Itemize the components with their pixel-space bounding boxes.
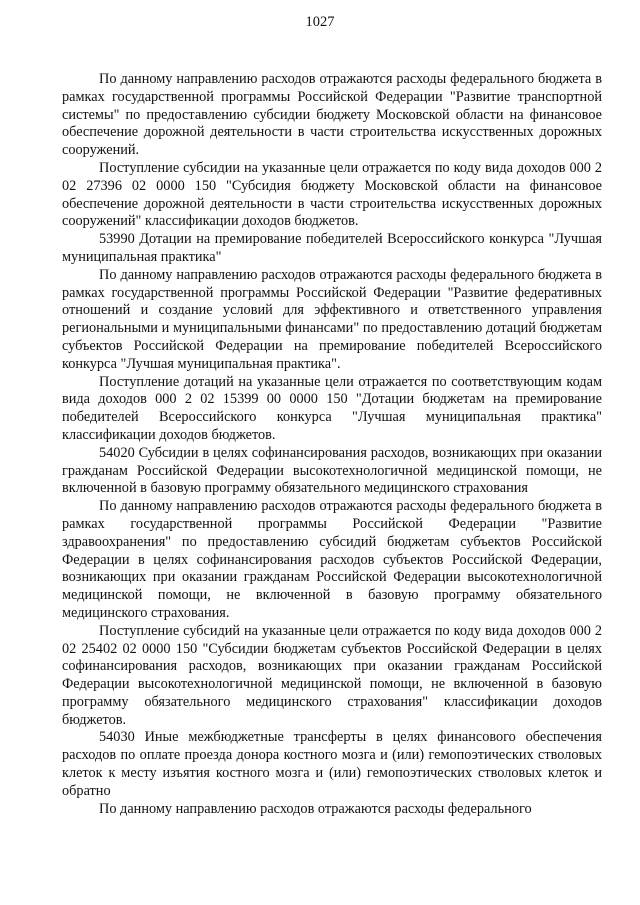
paragraph-code-54030-heading: 54030 Иные межбюджетные трансферты в целях финансового обеспечения расходов по оплате проезда донора костного мозга и (или) гемопоэтических стволовых клеток к месту изъятия костного мозга и (или) гемопоэтических стволовых клеток и обратно [62,729,602,799]
paragraph-53990-income: Поступление дотаций на указанные цели отражается по соответствующим кодам вида доходов 000 2 02 15399 00 0000 150 "Дотации бюджетам на премирование победителей Всероссийского конкурса "Лучшая муниципальная практика" классификации доходов бюджетов. [62,373,602,443]
page-number: 1027 [305,14,335,30]
paragraph-code-53990-heading: 53990 Дотации на премирование победителей Всероссийского конкурса "Лучшая муниципальная практика" [62,231,602,265]
paragraph-54030-expenses: По данному направлению расходов отражаются расходы федерального [99,800,532,817]
paragraph-53990-expenses: По данному направлению расходов отражаются расходы федерального бюджета в рамках государственной программы Российской Федерации "Развитие федеративных отношений и создание условий для эффективного и ответственного управления региональными и муниципальными финансами" по предоставлению дотаций бюджетам субъектов Российской Федерации на премирование победителей Всероссийского конкурса "Лучшая муниципальная практика". [62,266,602,372]
document-body [62,71,602,818]
paragraph-code-54020-heading: 54020 Субсидии в целях софинансирования расходов, возникающих при оказании гражданам Российской Федерации высокотехнологичной медицинской помощи, не включенной в базовую программу обязательного медицинского страхования [62,444,602,497]
paragraph-road-subsidy-income: Поступление субсидии на указанные цели отражается по коду вида доходов 000 2 02 27396 02 0000 150 "Субсидия бюджету Московской области на финансовое обеспечение дорожной деятельности в части строительства искусственных дорожных сооружений" классификации доходов бюджетов. [62,159,602,230]
paragraph-road-subsidy-expenses: По данному направлению расходов отражаются расходы федерального бюджета в рамках государственной программы Российской Федерации "Развитие транспортной системы" по предоставлению субсидии бюджету Московской области на финансовое обеспечение дорожной деятельности в части строительства искусственных дорожных сооружений. [62,71,602,159]
paragraph-54020-income: Поступление субсидий на указанные цели отражается по коду вида доходов 000 2 02 25402 02 0000 150 "Субсидии бюджетам субъектов Российской Федерации в целях софинансирования расходов, возникающих при оказании гражданам Российской Федерации высокотехнологичной медицинской помощи, не включенной в базовую программу обязательного медицинского страхования" классификации доходов бюджетов. [62,622,602,728]
paragraph-54020-expenses: По данному направлению расходов отражаются расходы федерального бюджета в рамках государственной программы Российской Федерации "Развитие здравоохранения" по предоставлению субсидий бюджетам субъектов Российской Федерации в целях софинансирования расходов субъектов Российской Федерации, возникающих при оказании гражданам Российской Федерации высокотехнологичной медицинской помощи, не включенной в базовую программу обязательного медицинского страхования. [62,498,602,621]
